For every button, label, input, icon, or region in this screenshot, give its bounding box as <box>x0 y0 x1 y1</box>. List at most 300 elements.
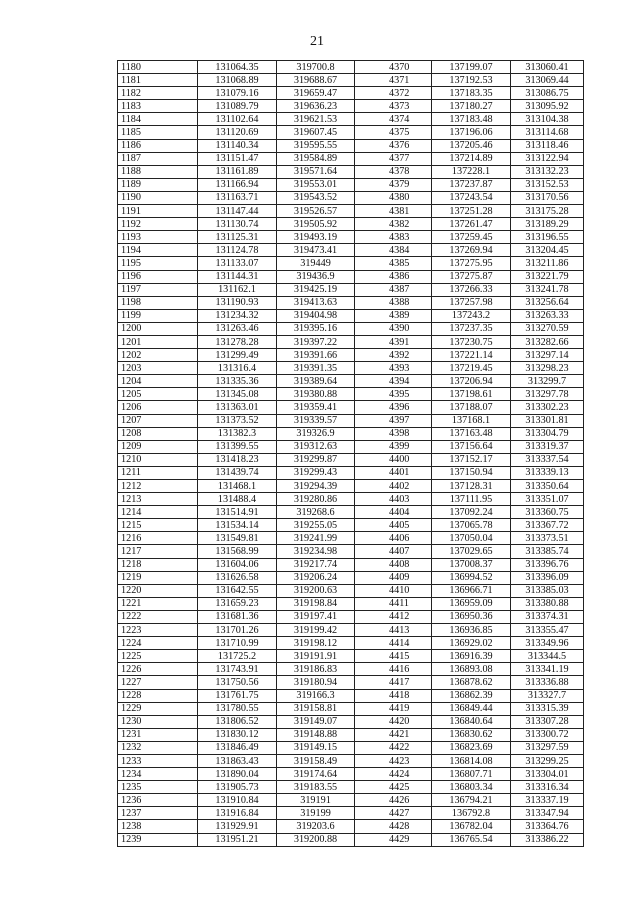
point-id-a-cell: 1197 <box>118 283 198 296</box>
y-coordinate-a-cell: 319241.99 <box>277 532 355 545</box>
point-id-a-cell: 1190 <box>118 191 198 204</box>
x-coordinate-a-cell: 131163.71 <box>198 191 277 204</box>
y-coordinate-a-cell: 319395.16 <box>277 322 355 335</box>
point-id-b-cell: 4397 <box>355 414 432 427</box>
y-coordinate-a-cell: 319659.47 <box>277 87 355 100</box>
x-coordinate-a-cell: 131166.94 <box>198 178 277 191</box>
table-row <box>118 558 584 571</box>
y-coordinate-b-cell: 313350.64 <box>511 480 584 493</box>
point-id-b-cell: 4384 <box>355 244 432 257</box>
x-coordinate-a-cell: 131147.44 <box>198 205 277 218</box>
point-id-b-cell: 4413 <box>355 624 432 637</box>
point-id-a-cell: 1229 <box>118 702 198 715</box>
x-coordinate-b-cell: 137205.46 <box>432 139 511 152</box>
point-id-a-cell: 1184 <box>118 113 198 126</box>
point-id-a-cell: 1228 <box>118 689 198 702</box>
point-id-a-cell: 1195 <box>118 257 198 270</box>
y-coordinate-a-cell: 319312.63 <box>277 440 355 453</box>
x-coordinate-b-cell: 137237.87 <box>432 178 511 191</box>
table-row <box>118 191 584 204</box>
point-id-b-cell: 4407 <box>355 545 432 558</box>
point-id-b-cell: 4411 <box>355 597 432 610</box>
x-coordinate-b-cell: 137230.75 <box>432 335 511 348</box>
table-row <box>118 270 584 283</box>
x-coordinate-a-cell: 131161.89 <box>198 165 277 178</box>
point-id-a-cell: 1233 <box>118 754 198 767</box>
point-id-b-cell: 4385 <box>355 257 432 270</box>
point-id-b-cell: 4416 <box>355 663 432 676</box>
point-id-a-cell: 1234 <box>118 768 198 781</box>
y-coordinate-a-cell: 319200.88 <box>277 833 355 846</box>
x-coordinate-a-cell: 131910.84 <box>198 794 277 807</box>
x-coordinate-b-cell: 137183.48 <box>432 113 511 126</box>
x-coordinate-a-cell: 131659.23 <box>198 597 277 610</box>
x-coordinate-b-cell: 136840.64 <box>432 715 511 728</box>
y-coordinate-a-cell: 319688.67 <box>277 74 355 87</box>
y-coordinate-a-cell: 319299.43 <box>277 466 355 479</box>
y-coordinate-b-cell: 313189.29 <box>511 218 584 231</box>
y-coordinate-b-cell: 313175.28 <box>511 205 584 218</box>
x-coordinate-a-cell: 131299.49 <box>198 349 277 362</box>
x-coordinate-b-cell: 137275.87 <box>432 270 511 283</box>
point-id-b-cell: 4419 <box>355 702 432 715</box>
y-coordinate-a-cell: 319436.9 <box>277 270 355 283</box>
x-coordinate-a-cell: 131681.36 <box>198 610 277 623</box>
point-id-b-cell: 4423 <box>355 754 432 767</box>
y-coordinate-a-cell: 319148.88 <box>277 728 355 741</box>
table-row <box>118 218 584 231</box>
table-row <box>118 807 584 820</box>
y-coordinate-b-cell: 313396.76 <box>511 558 584 571</box>
point-id-a-cell: 1200 <box>118 322 198 335</box>
x-coordinate-b-cell: 137180.27 <box>432 100 511 113</box>
point-id-b-cell: 4409 <box>355 571 432 584</box>
y-coordinate-b-cell: 313344.5 <box>511 650 584 663</box>
y-coordinate-b-cell: 313270.59 <box>511 322 584 335</box>
point-id-a-cell: 1198 <box>118 296 198 309</box>
table-row <box>118 362 584 375</box>
point-id-b-cell: 4418 <box>355 689 432 702</box>
x-coordinate-a-cell: 131363.01 <box>198 401 277 414</box>
point-id-b-cell: 4417 <box>355 676 432 689</box>
y-coordinate-b-cell: 313316.34 <box>511 781 584 794</box>
point-id-a-cell: 1220 <box>118 584 198 597</box>
y-coordinate-b-cell: 313297.78 <box>511 388 584 401</box>
y-coordinate-a-cell: 319174.64 <box>277 768 355 781</box>
x-coordinate-b-cell: 136893.08 <box>432 663 511 676</box>
point-id-a-cell: 1219 <box>118 571 198 584</box>
x-coordinate-b-cell: 136862.39 <box>432 689 511 702</box>
y-coordinate-a-cell: 319636.23 <box>277 100 355 113</box>
x-coordinate-b-cell: 137198.61 <box>432 388 511 401</box>
point-id-b-cell: 4380 <box>355 191 432 204</box>
y-coordinate-b-cell: 313122.94 <box>511 152 584 165</box>
point-id-a-cell: 1213 <box>118 493 198 506</box>
y-coordinate-b-cell: 313211.86 <box>511 257 584 270</box>
y-coordinate-a-cell: 319149.07 <box>277 715 355 728</box>
point-id-a-cell: 1215 <box>118 519 198 532</box>
x-coordinate-b-cell: 137219.45 <box>432 362 511 375</box>
point-id-b-cell: 4424 <box>355 768 432 781</box>
y-coordinate-a-cell: 319391.35 <box>277 362 355 375</box>
x-coordinate-a-cell: 131418.23 <box>198 453 277 466</box>
point-id-b-cell: 4427 <box>355 807 432 820</box>
table-row <box>118 571 584 584</box>
y-coordinate-b-cell: 313385.74 <box>511 545 584 558</box>
point-id-a-cell: 1217 <box>118 545 198 558</box>
point-id-a-cell: 1211 <box>118 466 198 479</box>
table-row <box>118 322 584 335</box>
y-coordinate-b-cell: 313367.72 <box>511 519 584 532</box>
x-coordinate-b-cell: 137188.07 <box>432 401 511 414</box>
point-id-a-cell: 1236 <box>118 794 198 807</box>
x-coordinate-b-cell: 137168.1 <box>432 414 511 427</box>
table-row <box>118 597 584 610</box>
table-row <box>118 637 584 650</box>
y-coordinate-a-cell: 319391.66 <box>277 349 355 362</box>
x-coordinate-b-cell: 137092.24 <box>432 506 511 519</box>
point-id-b-cell: 4383 <box>355 231 432 244</box>
point-id-a-cell: 1196 <box>118 270 198 283</box>
x-coordinate-b-cell: 136803.34 <box>432 781 511 794</box>
y-coordinate-a-cell: 319149.15 <box>277 741 355 754</box>
table-row <box>118 126 584 139</box>
y-coordinate-b-cell: 313304.79 <box>511 427 584 440</box>
point-id-a-cell: 1193 <box>118 231 198 244</box>
y-coordinate-b-cell: 313299.25 <box>511 754 584 767</box>
table-row <box>118 427 584 440</box>
y-coordinate-b-cell: 313337.54 <box>511 453 584 466</box>
x-coordinate-b-cell: 137065.78 <box>432 519 511 532</box>
table-row <box>118 584 584 597</box>
y-coordinate-a-cell: 319186.83 <box>277 663 355 676</box>
point-id-b-cell: 4392 <box>355 349 432 362</box>
point-id-b-cell: 4387 <box>355 283 432 296</box>
point-id-a-cell: 1191 <box>118 205 198 218</box>
point-id-a-cell: 1192 <box>118 218 198 231</box>
table-row <box>118 833 584 846</box>
point-id-a-cell: 1235 <box>118 781 198 794</box>
point-id-a-cell: 1226 <box>118 663 198 676</box>
x-coordinate-a-cell: 131144.31 <box>198 270 277 283</box>
x-coordinate-b-cell: 137228.1 <box>432 165 511 178</box>
table-row <box>118 715 584 728</box>
table-row <box>118 349 584 362</box>
y-coordinate-a-cell: 319526.57 <box>277 205 355 218</box>
x-coordinate-b-cell: 136916.39 <box>432 650 511 663</box>
table-row <box>118 663 584 676</box>
x-coordinate-b-cell: 136994.52 <box>432 571 511 584</box>
x-coordinate-b-cell: 137206.94 <box>432 375 511 388</box>
point-id-b-cell: 4376 <box>355 139 432 152</box>
x-coordinate-a-cell: 131439.74 <box>198 466 277 479</box>
page-number: 21 <box>310 34 324 49</box>
y-coordinate-b-cell: 313299.7 <box>511 375 584 388</box>
point-id-a-cell: 1182 <box>118 87 198 100</box>
x-coordinate-a-cell: 131316.4 <box>198 362 277 375</box>
point-id-a-cell: 1207 <box>118 414 198 427</box>
point-id-a-cell: 1225 <box>118 650 198 663</box>
x-coordinate-a-cell: 131750.56 <box>198 676 277 689</box>
table-row <box>118 113 584 126</box>
table-row <box>118 820 584 833</box>
x-coordinate-b-cell: 136814.08 <box>432 754 511 767</box>
point-id-b-cell: 4382 <box>355 218 432 231</box>
y-coordinate-a-cell: 319700.8 <box>277 61 355 74</box>
y-coordinate-a-cell: 319280.86 <box>277 493 355 506</box>
coordinates-table-body <box>118 61 584 847</box>
y-coordinate-b-cell: 313282.66 <box>511 335 584 348</box>
table-row <box>118 309 584 322</box>
point-id-b-cell: 4426 <box>355 794 432 807</box>
y-coordinate-b-cell: 313298.23 <box>511 362 584 375</box>
point-id-a-cell: 1238 <box>118 820 198 833</box>
x-coordinate-a-cell: 131780.55 <box>198 702 277 715</box>
point-id-a-cell: 1199 <box>118 309 198 322</box>
point-id-b-cell: 4398 <box>355 427 432 440</box>
y-coordinate-b-cell: 313355.47 <box>511 624 584 637</box>
y-coordinate-b-cell: 313304.01 <box>511 768 584 781</box>
point-id-a-cell: 1187 <box>118 152 198 165</box>
y-coordinate-a-cell: 319621.53 <box>277 113 355 126</box>
y-coordinate-a-cell: 319359.41 <box>277 401 355 414</box>
point-id-b-cell: 4408 <box>355 558 432 571</box>
x-coordinate-b-cell: 137150.94 <box>432 466 511 479</box>
y-coordinate-b-cell: 313315.39 <box>511 702 584 715</box>
table-row <box>118 610 584 623</box>
y-coordinate-a-cell: 319199 <box>277 807 355 820</box>
table-row <box>118 178 584 191</box>
table-row <box>118 532 584 545</box>
x-coordinate-b-cell: 137183.35 <box>432 87 511 100</box>
x-coordinate-b-cell: 137269.94 <box>432 244 511 257</box>
point-id-a-cell: 1205 <box>118 388 198 401</box>
x-coordinate-b-cell: 136830.62 <box>432 728 511 741</box>
table-row <box>118 676 584 689</box>
point-id-b-cell: 4388 <box>355 296 432 309</box>
point-id-b-cell: 4415 <box>355 650 432 663</box>
x-coordinate-b-cell: 136966.71 <box>432 584 511 597</box>
y-coordinate-a-cell: 319449 <box>277 257 355 270</box>
x-coordinate-a-cell: 131399.55 <box>198 440 277 453</box>
table-row <box>118 375 584 388</box>
y-coordinate-b-cell: 313152.53 <box>511 178 584 191</box>
y-coordinate-b-cell: 313386.22 <box>511 833 584 846</box>
x-coordinate-a-cell: 131125.31 <box>198 231 277 244</box>
x-coordinate-a-cell: 131373.52 <box>198 414 277 427</box>
y-coordinate-b-cell: 313396.09 <box>511 571 584 584</box>
point-id-b-cell: 4390 <box>355 322 432 335</box>
table-row <box>118 480 584 493</box>
x-coordinate-a-cell: 131124.78 <box>198 244 277 257</box>
y-coordinate-b-cell: 313302.23 <box>511 401 584 414</box>
x-coordinate-b-cell: 137261.47 <box>432 218 511 231</box>
y-coordinate-b-cell: 313364.76 <box>511 820 584 833</box>
x-coordinate-a-cell: 131068.89 <box>198 74 277 87</box>
x-coordinate-b-cell: 136959.09 <box>432 597 511 610</box>
x-coordinate-a-cell: 131929.91 <box>198 820 277 833</box>
point-id-a-cell: 1189 <box>118 178 198 191</box>
y-coordinate-b-cell: 313339.13 <box>511 466 584 479</box>
table-row <box>118 754 584 767</box>
y-coordinate-b-cell: 313347.94 <box>511 807 584 820</box>
y-coordinate-a-cell: 319595.55 <box>277 139 355 152</box>
y-coordinate-a-cell: 319198.84 <box>277 597 355 610</box>
point-id-b-cell: 4405 <box>355 519 432 532</box>
x-coordinate-a-cell: 131701.26 <box>198 624 277 637</box>
table-row <box>118 506 584 519</box>
y-coordinate-a-cell: 319206.24 <box>277 571 355 584</box>
table-row <box>118 768 584 781</box>
y-coordinate-a-cell: 319607.45 <box>277 126 355 139</box>
point-id-b-cell: 4402 <box>355 480 432 493</box>
point-id-a-cell: 1227 <box>118 676 198 689</box>
table-row <box>118 728 584 741</box>
y-coordinate-b-cell: 313241.78 <box>511 283 584 296</box>
x-coordinate-b-cell: 137008.37 <box>432 558 511 571</box>
x-coordinate-a-cell: 131382.3 <box>198 427 277 440</box>
x-coordinate-a-cell: 131488.4 <box>198 493 277 506</box>
x-coordinate-a-cell: 131345.08 <box>198 388 277 401</box>
y-coordinate-b-cell: 313170.56 <box>511 191 584 204</box>
x-coordinate-b-cell: 136807.71 <box>432 768 511 781</box>
y-coordinate-a-cell: 319158.81 <box>277 702 355 715</box>
x-coordinate-a-cell: 131140.34 <box>198 139 277 152</box>
x-coordinate-b-cell: 136950.36 <box>432 610 511 623</box>
y-coordinate-b-cell: 313104.38 <box>511 113 584 126</box>
x-coordinate-a-cell: 131089.79 <box>198 100 277 113</box>
table-row <box>118 689 584 702</box>
y-coordinate-b-cell: 313374.31 <box>511 610 584 623</box>
y-coordinate-a-cell: 319268.6 <box>277 506 355 519</box>
y-coordinate-b-cell: 313297.59 <box>511 741 584 754</box>
x-coordinate-a-cell: 131806.52 <box>198 715 277 728</box>
y-coordinate-b-cell: 313336.88 <box>511 676 584 689</box>
x-coordinate-b-cell: 137050.04 <box>432 532 511 545</box>
point-id-a-cell: 1183 <box>118 100 198 113</box>
table-row <box>118 244 584 257</box>
y-coordinate-b-cell: 313301.81 <box>511 414 584 427</box>
table-row <box>118 257 584 270</box>
x-coordinate-b-cell: 137257.98 <box>432 296 511 309</box>
y-coordinate-a-cell: 319158.49 <box>277 754 355 767</box>
y-coordinate-a-cell: 319197.41 <box>277 610 355 623</box>
point-id-a-cell: 1212 <box>118 480 198 493</box>
point-id-a-cell: 1194 <box>118 244 198 257</box>
table-row <box>118 165 584 178</box>
y-coordinate-a-cell: 319255.05 <box>277 519 355 532</box>
x-coordinate-b-cell: 136849.44 <box>432 702 511 715</box>
x-coordinate-a-cell: 131830.12 <box>198 728 277 741</box>
x-coordinate-b-cell: 137243.2 <box>432 309 511 322</box>
point-id-b-cell: 4394 <box>355 375 432 388</box>
y-coordinate-b-cell: 313060.41 <box>511 61 584 74</box>
y-coordinate-b-cell: 313263.33 <box>511 309 584 322</box>
x-coordinate-a-cell: 131905.73 <box>198 781 277 794</box>
x-coordinate-a-cell: 131916.84 <box>198 807 277 820</box>
x-coordinate-b-cell: 137152.17 <box>432 453 511 466</box>
y-coordinate-a-cell: 319389.64 <box>277 375 355 388</box>
x-coordinate-a-cell: 131604.06 <box>198 558 277 571</box>
x-coordinate-a-cell: 131102.64 <box>198 113 277 126</box>
y-coordinate-b-cell: 313351.07 <box>511 493 584 506</box>
point-id-b-cell: 4401 <box>355 466 432 479</box>
y-coordinate-b-cell: 313069.44 <box>511 74 584 87</box>
table-row <box>118 61 584 74</box>
table-row <box>118 283 584 296</box>
x-coordinate-b-cell: 136792.8 <box>432 807 511 820</box>
point-id-a-cell: 1201 <box>118 335 198 348</box>
y-coordinate-a-cell: 319505.92 <box>277 218 355 231</box>
y-coordinate-b-cell: 313327.7 <box>511 689 584 702</box>
y-coordinate-a-cell: 319198.12 <box>277 637 355 650</box>
point-id-b-cell: 4399 <box>355 440 432 453</box>
x-coordinate-b-cell: 136782.04 <box>432 820 511 833</box>
table-row <box>118 335 584 348</box>
point-id-a-cell: 1209 <box>118 440 198 453</box>
point-id-b-cell: 4406 <box>355 532 432 545</box>
point-id-a-cell: 1237 <box>118 807 198 820</box>
table-row <box>118 493 584 506</box>
y-coordinate-a-cell: 319543.52 <box>277 191 355 204</box>
y-coordinate-b-cell: 313297.14 <box>511 349 584 362</box>
point-id-b-cell: 4420 <box>355 715 432 728</box>
x-coordinate-a-cell: 131549.81 <box>198 532 277 545</box>
y-coordinate-b-cell: 313086.75 <box>511 87 584 100</box>
x-coordinate-b-cell: 136765.54 <box>432 833 511 846</box>
x-coordinate-a-cell: 131710.99 <box>198 637 277 650</box>
point-id-b-cell: 4396 <box>355 401 432 414</box>
point-id-b-cell: 4372 <box>355 87 432 100</box>
point-id-a-cell: 1232 <box>118 741 198 754</box>
point-id-b-cell: 4389 <box>355 309 432 322</box>
x-coordinate-a-cell: 131278.28 <box>198 335 277 348</box>
x-coordinate-b-cell: 136936.85 <box>432 624 511 637</box>
x-coordinate-b-cell: 137163.48 <box>432 427 511 440</box>
y-coordinate-b-cell: 313118.46 <box>511 139 584 152</box>
x-coordinate-a-cell: 131133.07 <box>198 257 277 270</box>
point-id-b-cell: 4391 <box>355 335 432 348</box>
table-row <box>118 74 584 87</box>
point-id-a-cell: 1216 <box>118 532 198 545</box>
y-coordinate-b-cell: 313204.45 <box>511 244 584 257</box>
point-id-b-cell: 4403 <box>355 493 432 506</box>
y-coordinate-a-cell: 319584.89 <box>277 152 355 165</box>
y-coordinate-b-cell: 313307.28 <box>511 715 584 728</box>
x-coordinate-a-cell: 131642.55 <box>198 584 277 597</box>
table-row <box>118 414 584 427</box>
x-coordinate-b-cell: 137214.89 <box>432 152 511 165</box>
point-id-a-cell: 1204 <box>118 375 198 388</box>
point-id-b-cell: 4421 <box>355 728 432 741</box>
x-coordinate-b-cell: 137192.53 <box>432 74 511 87</box>
table-row <box>118 100 584 113</box>
y-coordinate-a-cell: 319326.9 <box>277 427 355 440</box>
y-coordinate-b-cell: 313349.96 <box>511 637 584 650</box>
x-coordinate-b-cell: 137156.64 <box>432 440 511 453</box>
x-coordinate-a-cell: 131064.35 <box>198 61 277 74</box>
x-coordinate-b-cell: 136794.21 <box>432 794 511 807</box>
point-id-a-cell: 1181 <box>118 74 198 87</box>
table-row <box>118 453 584 466</box>
point-id-a-cell: 1185 <box>118 126 198 139</box>
point-id-b-cell: 4374 <box>355 113 432 126</box>
table-row <box>118 741 584 754</box>
point-id-a-cell: 1224 <box>118 637 198 650</box>
point-id-a-cell: 1239 <box>118 833 198 846</box>
point-id-a-cell: 1223 <box>118 624 198 637</box>
point-id-a-cell: 1210 <box>118 453 198 466</box>
